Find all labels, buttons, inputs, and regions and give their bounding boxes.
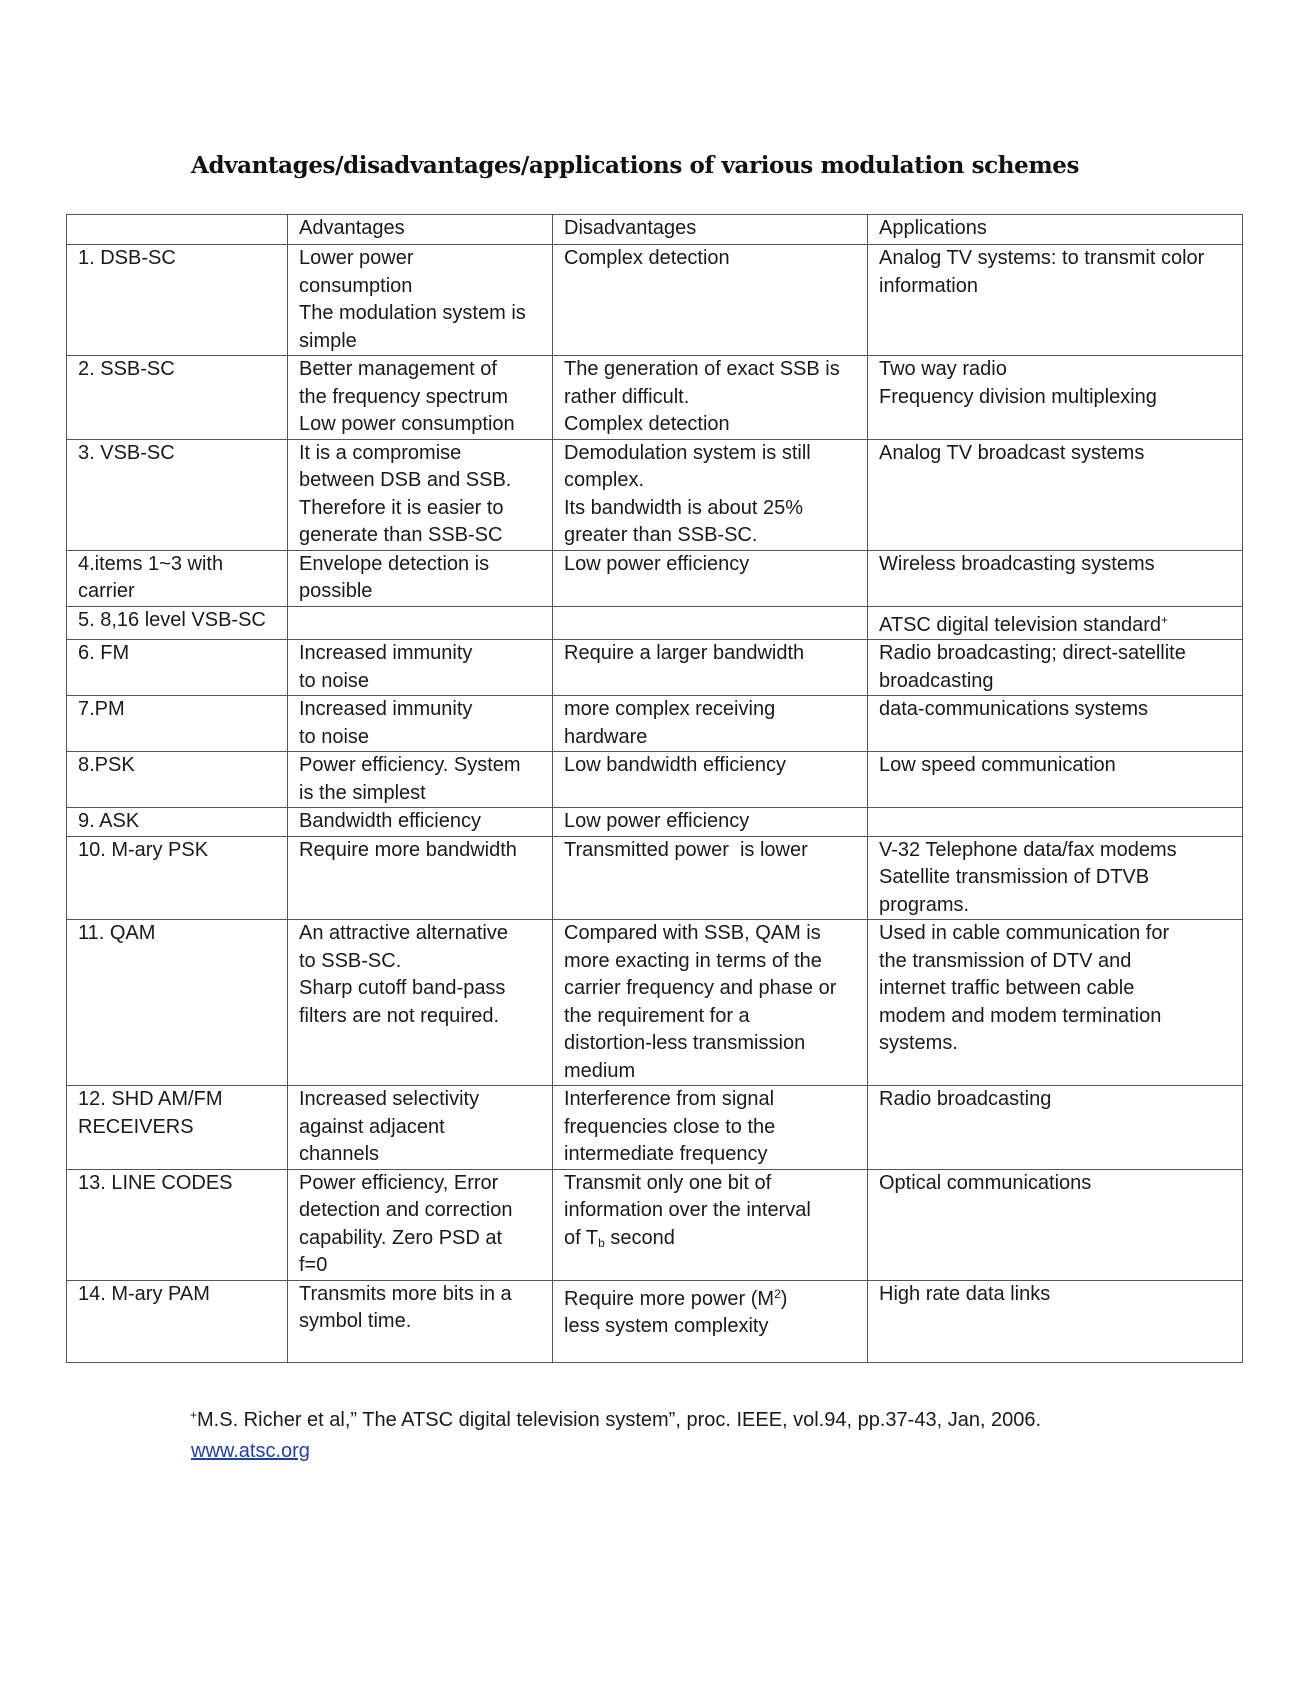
cell-disadvantages bbox=[553, 752, 868, 808]
cell-line: Optical communications bbox=[879, 1171, 1092, 1194]
cell-line: Used in cable communication for bbox=[879, 922, 1170, 944]
cell-line: distortion-less transmission bbox=[564, 1032, 806, 1054]
cell-applications bbox=[868, 356, 1243, 440]
cell-line: Radio broadcasting bbox=[879, 1088, 1052, 1110]
cell-line: 14. M-ary PAM bbox=[78, 1282, 210, 1305]
cell-line: between DSB and SSB. bbox=[299, 469, 512, 491]
cell-line: Frequency division multiplexing bbox=[879, 385, 1157, 408]
cell-line: possible bbox=[299, 580, 373, 602]
cell-disadvantages bbox=[553, 439, 868, 550]
cell-line: rather difficult. bbox=[564, 385, 690, 408]
atsc-link[interactable]: www.atsc.org bbox=[191, 1440, 310, 1462]
cell-advantages bbox=[288, 640, 553, 696]
cell-advantages bbox=[288, 920, 553, 1086]
cell-line: 9. ASK bbox=[78, 810, 140, 832]
cell-line: It is a compromise bbox=[299, 441, 462, 464]
cell-advantages bbox=[288, 808, 553, 837]
cell-line: Compared with SSB, QAM is bbox=[564, 922, 821, 944]
table-row bbox=[67, 245, 1243, 356]
cell-disadvantages bbox=[553, 808, 868, 837]
cell-line: Envelope detection is bbox=[299, 552, 490, 575]
cell-applications bbox=[868, 640, 1243, 696]
cell-disadvantages bbox=[553, 356, 868, 440]
cell-line: frequencies close to the bbox=[564, 1115, 776, 1138]
cell-applications bbox=[868, 245, 1243, 356]
cell-disadvantages bbox=[553, 696, 868, 752]
cell-disadvantages bbox=[553, 1280, 868, 1362]
cell-applications bbox=[868, 836, 1243, 920]
cell-applications bbox=[868, 1280, 1243, 1362]
cell-line: Complex detection bbox=[564, 413, 730, 435]
cell-advantages bbox=[288, 1169, 553, 1280]
cell-disadvantages bbox=[553, 640, 868, 696]
cell-line: modem and modem termination bbox=[879, 1004, 1162, 1027]
cell-line: to noise bbox=[299, 669, 370, 692]
table-row bbox=[67, 640, 1243, 696]
cell-scheme bbox=[67, 550, 288, 606]
cell-line: information over the interval bbox=[564, 1199, 811, 1221]
cell-line: Transmit only one bit of bbox=[564, 1171, 772, 1194]
cell-line: Therefore it is easier to bbox=[299, 496, 504, 519]
cell-line: to noise bbox=[299, 725, 370, 748]
cell-line: An attractive alternative bbox=[299, 922, 508, 944]
table-row bbox=[67, 439, 1243, 550]
cell-advantages bbox=[288, 1086, 553, 1170]
cell-line: consumption bbox=[299, 274, 413, 297]
cell-line: f=0 bbox=[299, 1254, 328, 1276]
cell-line: medium bbox=[564, 1059, 636, 1082]
cell-scheme bbox=[67, 606, 288, 640]
cell-line: channels bbox=[299, 1143, 380, 1165]
cell-line: Radio broadcasting; direct-satellite bbox=[879, 642, 1186, 664]
cell-line: 5. 8,16 level VSB-SC bbox=[78, 608, 266, 631]
cell-applications bbox=[868, 752, 1243, 808]
cell-line: 10. M-ary PSK bbox=[78, 838, 209, 861]
cell-scheme bbox=[67, 640, 288, 696]
table-row bbox=[67, 752, 1243, 808]
cell-line: Lower power bbox=[299, 247, 414, 269]
cell-applications bbox=[868, 696, 1243, 752]
cell-line: generate than SSB-SC bbox=[299, 524, 503, 546]
cell-scheme bbox=[67, 245, 288, 356]
cell-line: Low bandwidth efficiency bbox=[564, 754, 786, 776]
cell-line: carrier bbox=[78, 580, 135, 602]
cell-line: 11. QAM bbox=[78, 922, 156, 944]
cell-line: internet traffic between cable bbox=[879, 977, 1135, 999]
cell-line: Transmitted power is lower bbox=[564, 838, 808, 861]
table-row bbox=[67, 1280, 1243, 1362]
cell-line: Low power consumption bbox=[299, 413, 515, 435]
cell-line: RECEIVERS bbox=[78, 1115, 194, 1138]
cell-line: filters are not required. bbox=[299, 1004, 500, 1027]
footnote-ref: + bbox=[1161, 612, 1169, 627]
cell-line: hardware bbox=[564, 725, 648, 748]
cell-line: Sharp cutoff band-pass bbox=[299, 977, 506, 999]
footnote-mark: + bbox=[190, 1408, 198, 1422]
cell-disadvantages bbox=[553, 245, 868, 356]
table-row bbox=[67, 606, 1243, 640]
cell-applications bbox=[868, 1169, 1243, 1280]
table-row bbox=[67, 1086, 1243, 1170]
cell-line: Better management of bbox=[299, 358, 497, 380]
cell-line: ATSC digital television standard+ bbox=[879, 612, 1169, 636]
cell-disadvantages bbox=[553, 1086, 868, 1170]
cell-line: capability. Zero PSD at bbox=[299, 1226, 503, 1249]
table-row bbox=[67, 550, 1243, 606]
cell-advantages bbox=[288, 1280, 553, 1362]
cell-line: Analog TV broadcast systems bbox=[879, 441, 1145, 464]
cell-line: to SSB-SC. bbox=[299, 949, 402, 972]
cell-disadvantages bbox=[553, 550, 868, 606]
table-header-row bbox=[67, 215, 1243, 245]
cell-line: V-32 Telephone data/fax modems bbox=[879, 838, 1177, 861]
cell-applications bbox=[868, 1086, 1243, 1170]
cell-line: of $T_b$ second bbox=[564, 1226, 675, 1250]
cell-advantages bbox=[288, 550, 553, 606]
cell-line: greater than SSB-SC. bbox=[564, 524, 758, 546]
cell-applications bbox=[868, 606, 1243, 640]
cell-line: Require more power $(M^2)$ bbox=[564, 1286, 788, 1310]
cell-line: programs. bbox=[879, 893, 970, 916]
table-row bbox=[67, 808, 1243, 837]
cell-line: against adjacent bbox=[299, 1115, 445, 1138]
cell-line: 12. SHD AM/FM bbox=[78, 1088, 223, 1110]
cell-line: Power efficiency. System bbox=[299, 754, 521, 776]
cell-line: broadcasting bbox=[879, 669, 994, 692]
cell-scheme bbox=[67, 356, 288, 440]
cell-line: the transmission of DTV and bbox=[879, 949, 1132, 972]
table-row bbox=[67, 356, 1243, 440]
cell-line: Complex detection bbox=[564, 247, 730, 269]
cell-line: Require a larger bandwidth bbox=[564, 642, 805, 664]
cell-line: Satellite transmission of DTVB bbox=[879, 866, 1150, 888]
cell-scheme bbox=[67, 752, 288, 808]
cell-line: Analog TV systems: to transmit color bbox=[879, 247, 1205, 269]
cell-line: detection and correction bbox=[299, 1199, 513, 1221]
cell-line: Low power efficiency bbox=[564, 552, 750, 575]
cell-scheme bbox=[67, 439, 288, 550]
cell-line: Power efficiency, Error bbox=[299, 1171, 499, 1194]
cell-line: more complex receiving bbox=[564, 698, 776, 720]
table-row bbox=[67, 696, 1243, 752]
cell-line: Wireless broadcasting systems bbox=[879, 552, 1155, 575]
cell-scheme bbox=[67, 1280, 288, 1362]
cell-line: Demodulation system is still bbox=[564, 441, 811, 464]
cell-line: Increased selectivity bbox=[299, 1088, 480, 1110]
modulation-table bbox=[66, 214, 1243, 1363]
cell-line: the frequency spectrum bbox=[299, 385, 508, 408]
cell-disadvantages bbox=[553, 606, 868, 640]
superscript: 2 bbox=[774, 1286, 781, 1301]
cell-line: 3. VSB-SC bbox=[78, 441, 175, 464]
cell-line: 8.PSK bbox=[78, 754, 135, 776]
cell-line: 7.PM bbox=[78, 698, 125, 720]
cell-advantages bbox=[288, 356, 553, 440]
header-cell-scheme bbox=[67, 215, 288, 245]
cell-line: Interference from signal bbox=[564, 1088, 775, 1110]
cell-line: The generation of exact SSB is bbox=[564, 358, 840, 380]
cell-line: simple bbox=[299, 329, 357, 352]
cell-line: Low speed communication bbox=[879, 754, 1116, 776]
subscript: b bbox=[598, 1235, 605, 1250]
table-row bbox=[67, 920, 1243, 1086]
footnote bbox=[190, 1408, 1041, 1432]
cell-line: information bbox=[879, 274, 978, 297]
cell-line: more exacting in terms of the bbox=[564, 949, 822, 972]
header-cell-disadvantages: Disadvantages bbox=[553, 215, 868, 245]
cell-line: Its bandwidth is about 25% bbox=[564, 496, 804, 519]
cell-line: Bandwidth efficiency bbox=[299, 810, 481, 832]
cell-line: 13. LINE CODES bbox=[78, 1171, 233, 1194]
cell-line: 6. FM bbox=[78, 642, 130, 664]
cell-applications bbox=[868, 550, 1243, 606]
cell-advantages bbox=[288, 439, 553, 550]
cell-line: is the simplest bbox=[299, 781, 426, 804]
cell-line: 4.items 1~3 with bbox=[78, 552, 224, 575]
cell-line: Require more bandwidth bbox=[299, 838, 517, 861]
footnote-text: M.S. Richer et al,” The ATSC digital television system”, proc. IEEE, vol.94, pp.37-43, Jan, 2006. bbox=[197, 1409, 1042, 1431]
cell-line: systems. bbox=[879, 1032, 958, 1054]
cell-line: High rate data links bbox=[879, 1282, 1051, 1305]
cell-line: less system complexity bbox=[564, 1315, 769, 1337]
cell-scheme bbox=[67, 1086, 288, 1170]
cell-line: symbol time. bbox=[299, 1310, 412, 1332]
cell-line: complex. bbox=[564, 469, 645, 491]
page-title: Advantages/disadvantages/applications of various modulation schemes bbox=[191, 152, 1080, 179]
cell-line: carrier frequency and phase or bbox=[564, 977, 837, 999]
cell-advantages bbox=[288, 696, 553, 752]
cell-applications bbox=[868, 920, 1243, 1086]
cell-scheme bbox=[67, 1169, 288, 1280]
cell-line: Low power efficiency bbox=[564, 810, 750, 832]
header-cell-applications: Applications bbox=[868, 215, 1243, 245]
cell-line: 2. SSB-SC bbox=[78, 358, 175, 380]
cell-scheme bbox=[67, 920, 288, 1086]
cell-disadvantages bbox=[553, 1169, 868, 1280]
cell-line: Increased immunity bbox=[299, 642, 473, 664]
table-row bbox=[67, 836, 1243, 920]
cell-advantages bbox=[288, 245, 553, 356]
cell-line: The modulation system is bbox=[299, 302, 526, 324]
cell-line: intermediate frequency bbox=[564, 1143, 768, 1165]
cell-advantages bbox=[288, 606, 553, 640]
cell-line: Transmits more bits in a bbox=[299, 1282, 512, 1305]
cell-line: 1. DSB-SC bbox=[78, 247, 176, 269]
cell-line: the requirement for a bbox=[564, 1004, 750, 1027]
cell-scheme bbox=[67, 836, 288, 920]
cell-line: Increased immunity bbox=[299, 698, 473, 720]
cell-advantages bbox=[288, 752, 553, 808]
header-cell-advantages: Advantages bbox=[288, 215, 553, 245]
cell-scheme bbox=[67, 696, 288, 752]
table-row bbox=[67, 1169, 1243, 1280]
cell-line: data-communications systems bbox=[879, 698, 1148, 720]
cell-line: Two way radio bbox=[879, 358, 1007, 380]
cell-applications bbox=[868, 808, 1243, 837]
cell-disadvantages bbox=[553, 836, 868, 920]
cell-advantages bbox=[288, 836, 553, 920]
cell-scheme bbox=[67, 808, 288, 837]
cell-applications bbox=[868, 439, 1243, 550]
cell-disadvantages bbox=[553, 920, 868, 1086]
